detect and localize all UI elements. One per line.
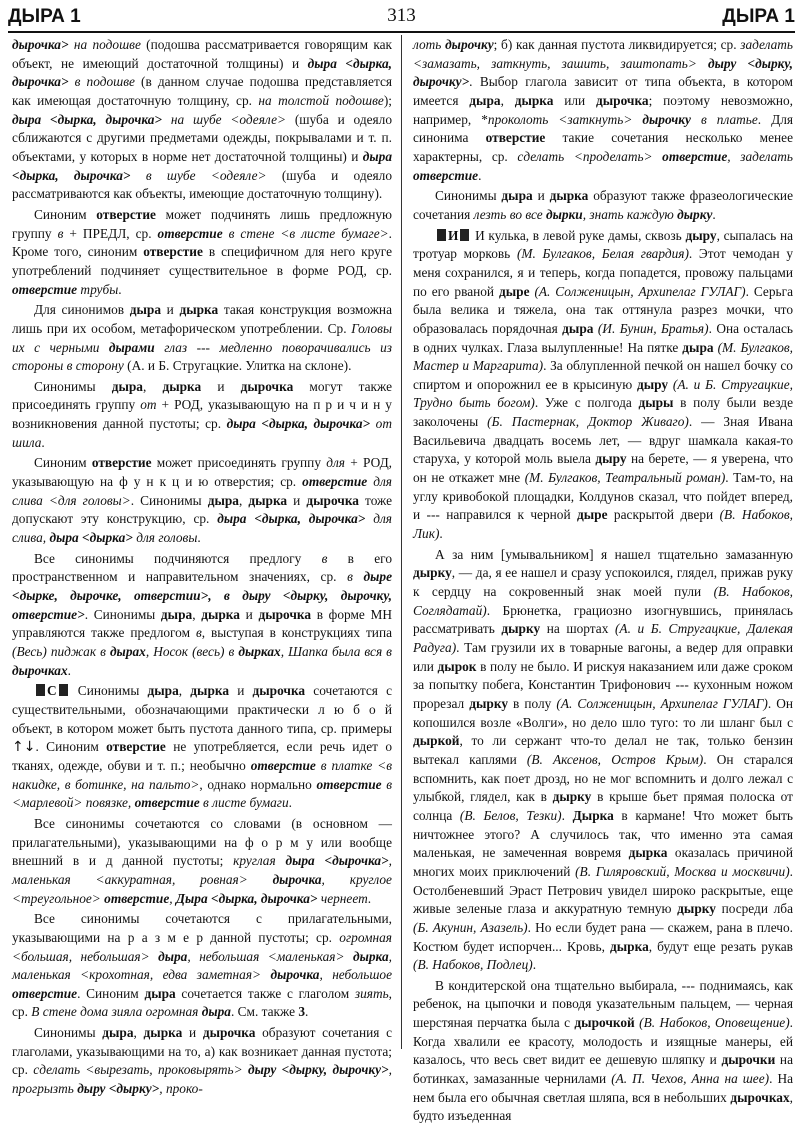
headword-text: дыра xyxy=(102,1025,134,1041)
text-segment: (В. Набоков, Подлец) xyxy=(413,957,533,973)
section-marker-icon xyxy=(460,229,469,241)
text-segment: от xyxy=(140,397,157,413)
text-segment: (И. Бунин, Братья) xyxy=(597,320,709,336)
text-segment: Синоним xyxy=(34,206,97,222)
paragraph xyxy=(12,910,392,1022)
headword-text: отверстие xyxy=(302,474,368,490)
headword-text: отверстие xyxy=(106,739,166,755)
text-segment: . Брюнетка, грациозно изогнувшись, принялась рассматривать xyxy=(413,602,793,637)
headword-text: дырка xyxy=(190,683,230,699)
text-segment: (шуба и одеяло сближаются с другими предметами одежды, покрывалами и т. п. объектами, у которых в норме нет достаточной толщины) и xyxy=(12,111,392,164)
headword-text: дыра xyxy=(562,320,594,336)
headword-text: отверстие xyxy=(157,225,223,241)
text-segment: сочетается также с глаголом xyxy=(175,985,355,1001)
text-segment: на подошве xyxy=(68,37,141,52)
text-segment: , знать каждую xyxy=(582,206,678,222)
text-segment: сделать <вырезать, проковырять> xyxy=(33,1062,248,1078)
section-marker-label: С xyxy=(47,683,57,699)
text-segment: , xyxy=(133,1025,144,1041)
text-segment: . Синоним xyxy=(35,739,107,755)
headword-text: дыра <дырка, дырочка> xyxy=(12,55,392,90)
paragraph xyxy=(413,977,793,1126)
section-marker-label: И xyxy=(448,227,459,243)
headword-text: дырочках xyxy=(730,1089,790,1105)
text-segment: . xyxy=(197,530,201,546)
section-marker-icon xyxy=(437,229,446,241)
headword-text: дырка xyxy=(628,845,668,861)
paragraph xyxy=(12,550,392,681)
headword-text: дыра xyxy=(129,302,162,318)
text-segment: , маленькая <аккуратная, ровная> xyxy=(12,853,392,887)
headword-text: дырочка> xyxy=(12,37,69,52)
paragraph xyxy=(413,546,793,975)
headword-text: дырка xyxy=(353,948,389,964)
text-segment: в специфичном для него круге употреблений подчиняет существительное в форме РОД, ср. xyxy=(12,244,392,278)
text-segment: , — да, я ее нашел и сразу успокоился, глядел, прижав руку к сердцу на сокровенный знак моей пули xyxy=(413,565,793,600)
text-segment: (в данном случае подошва представляется как имеющая достаточную толщину, ср. xyxy=(12,74,393,108)
headword-text: отверстие xyxy=(12,281,78,297)
text-segment: . xyxy=(118,281,122,297)
headword-text: дырочка xyxy=(202,1025,256,1041)
text-segment: посреди лба xyxy=(715,901,793,917)
text-segment: (В. Гиляровский, Москва и москвичи) xyxy=(575,863,790,879)
headword-text: дыра xyxy=(144,985,176,1001)
text-segment: . xyxy=(305,1004,309,1020)
text-segment: В кондитерской она тщательно выбирала, --- поднимаясь, как ребенок, на цыпочки и поводя указательным пальцем, — черная шерстяная перчатка была с xyxy=(413,977,793,1031)
text-segment: в полу были везде заколочены xyxy=(413,395,794,430)
text-segment: глаз --- медленно поворачивались из стороны в сторону xyxy=(12,339,392,374)
headword-text: отверстие xyxy=(104,890,170,906)
text-segment: для слива <для головы> xyxy=(12,474,393,508)
header-entry-left: ДЫРА 1 xyxy=(8,6,81,27)
text-segment: в листе бумаги xyxy=(199,795,289,811)
headword-text: дырка xyxy=(162,378,202,394)
headword-text: дырка xyxy=(143,1025,183,1041)
headword-text: дырочка xyxy=(306,492,359,508)
headword-text: отверстие xyxy=(91,455,152,471)
header-entry-right: ДЫРА 1 xyxy=(722,6,795,27)
header-rule xyxy=(8,31,795,33)
text-segment: круглая xyxy=(233,853,286,869)
text-segment: . Синонимы xyxy=(84,606,161,622)
text-segment: , xyxy=(192,606,202,622)
text-segment: , xyxy=(238,492,249,508)
text-segment: . На нем была его обычная светлая шляпа, вся в небольших xyxy=(413,1071,793,1105)
headword-text: дыра xyxy=(207,492,239,508)
headword-text: отверстие xyxy=(413,167,479,183)
headword-text: дыра xyxy=(147,683,179,699)
text-segment: А за ним [умывальником] я нашел тщательно замазанную xyxy=(435,546,793,562)
text-segment: . xyxy=(561,807,573,823)
headword-text: дырка xyxy=(610,938,649,954)
text-segment: . Серьга была велика и тяжела, она так оттянула разрез мочки, что образовалась порядочная xyxy=(413,283,793,336)
headword-text: дыру <дырку, дырочку> xyxy=(247,1062,389,1078)
headword-text: дыру xyxy=(685,227,717,243)
text-segment: , то ли сержант что-то делал не так, только бензин вытекал каплями xyxy=(413,733,793,767)
text-segment: могут также присоединять группу xyxy=(12,378,392,413)
text-segment: Головы их с черными xyxy=(12,320,392,355)
text-segment: . — Зная Ивана Васильевича двадцать восемь лет, — вдруг шамкала какая-то старуха, у которой моль выела xyxy=(413,414,793,467)
text-segment: в полу xyxy=(508,695,557,711)
headword-text: отверстие xyxy=(316,776,382,792)
text-segment: , выступая в конструкциях типа xyxy=(201,625,393,641)
text-segment: в <марлевой> повязке, xyxy=(12,776,392,811)
text-segment: , будто изъеденная xyxy=(413,1089,793,1124)
paragraph xyxy=(413,36,793,185)
text-segment: + РОД, указывающую на ф у н к ц и ю отверстия; ср. xyxy=(12,455,393,490)
headword-text: отверстие xyxy=(143,244,203,260)
text-segment: в стене <в листе бумаге> xyxy=(222,225,389,241)
text-segment: (А. Солженицын, Архипелаг ГУЛАГ) xyxy=(534,283,746,299)
text-segment: трубы xyxy=(77,281,119,297)
text-segment: ; б) как данная пустота ликвидируется; ср. xyxy=(493,37,741,52)
paragraph xyxy=(12,206,392,299)
headword-text: дырка xyxy=(201,606,240,622)
headword-text: дырочки xyxy=(721,1052,776,1068)
headword-text: отверстие xyxy=(134,795,200,811)
text-segment: , заделать xyxy=(727,148,793,164)
text-segment: на берете, — я уверена, что он не откажет мне xyxy=(413,451,793,486)
headword-text: дырах xyxy=(109,644,146,659)
text-segment: в xyxy=(347,569,364,585)
headword-text: дыре xyxy=(577,507,608,523)
headword-text: дырка xyxy=(514,92,554,108)
text-segment: оказалась причиной многих моих приключений xyxy=(413,845,793,879)
text-segment: и xyxy=(287,492,307,508)
text-segment: (В. Аксенов, Остров Крым) xyxy=(526,751,704,767)
text-segment: и xyxy=(161,302,180,318)
text-segment: (А. и Б. Стругацкие. Улитка на склоне). xyxy=(123,358,352,374)
text-segment: . xyxy=(712,206,716,222)
text-segment: лоть xyxy=(413,37,446,52)
text-segment: . Но если будет рана — скажем, рана в плечо. Костюм будет испорчен... Кровь, xyxy=(413,919,794,954)
headword-text: дыру xyxy=(636,376,669,392)
text-segment: проколоть <заткнуть> xyxy=(487,111,643,127)
headword-text: дыра <дырка, дырочка> xyxy=(12,111,163,127)
headword-text: отверстие xyxy=(250,757,316,773)
text-segment: для слива, xyxy=(12,511,393,546)
headword-text: дырочка xyxy=(258,606,312,622)
paragraph xyxy=(413,187,793,224)
text-segment: , прогрызть xyxy=(12,1062,392,1097)
headword-text: дыры xyxy=(638,395,674,411)
text-segment: сочетаются с существительными, обозначающими практически л ю б о й объект, в котором может быть пустота данного типа, ср. примеры xyxy=(12,683,392,736)
text-segment: (Б. Пастернак, Доктор Живаго) xyxy=(487,414,689,430)
headword-text: дырки xyxy=(545,206,583,222)
headword-text: Дырка xyxy=(572,807,614,823)
text-segment: в кармане! Что может быть ничтожнее этого? А случилось так, что именно эта самая маленькая, не замеченная вовремя xyxy=(413,807,793,861)
text-segment: И кулька, в левой руке дамы, сквозь xyxy=(471,227,686,243)
headword-text: дыра xyxy=(501,188,533,204)
text-segment: (подошва рассматривается говорящим как объект, не имеющий достаточной толщины) и xyxy=(12,37,392,71)
headword-text: дырка xyxy=(248,492,288,508)
text-segment: , xyxy=(178,683,191,699)
headword-text: дыре <дырке, дырочке, отверстии>, в дыру <дырку, дырочку, отверстие> xyxy=(12,569,392,622)
headword-text: дыра xyxy=(111,378,143,394)
headword-text: дыра <дырка, дырочка> xyxy=(12,148,392,183)
text-segment: (М. Булгаков, Мастер и Маргарита) xyxy=(413,339,794,374)
text-segment: Все синонимы сочетаются с прилагательными, указывающими на р а з м е р данной пустоты; ср. xyxy=(12,911,392,945)
text-segment: образуют сочетания с глаголами, указывающими на то, а) как возникает данная пустота; ср. xyxy=(12,1025,392,1078)
text-segment: . Там-то, на углу кривобокой площадки, Колдунов сказал, что пойдет вперед, и --- направился к черной xyxy=(413,470,793,523)
page-header xyxy=(0,0,803,30)
text-segment: Все синонимы подчиняются предлогу xyxy=(34,550,322,566)
text-segment: на ботинках, замазанные чернилами xyxy=(413,1052,793,1087)
text-segment: огромная <большая, небольшая> xyxy=(12,929,392,964)
text-segment: и xyxy=(182,1025,203,1041)
text-segment: чернеет xyxy=(317,890,368,906)
text-segment: , однако нормально xyxy=(199,776,317,792)
page-number: 313 xyxy=(387,5,416,26)
paragraph xyxy=(12,36,392,204)
headword-text: дыркой xyxy=(413,733,460,749)
headword-text: дырку xyxy=(552,789,592,805)
paragraph xyxy=(12,378,392,453)
text-segment: . См. также xyxy=(230,1004,299,1020)
text-segment: (В. Набоков, Соглядатай) xyxy=(413,584,793,618)
paragraph xyxy=(12,301,392,376)
text-segment: зиять xyxy=(354,985,389,1001)
text-segment: тоже допускают эту конструкцию, ср. xyxy=(12,492,392,527)
text-segment: , xyxy=(500,92,515,108)
text-segment: . Этот чемодан у меня сохранился, я и теперь, когда попадется, провожу пальцами по его рваной xyxy=(413,246,793,299)
headword-text: дыра xyxy=(469,92,501,108)
text-segment: на толстой подошве xyxy=(258,92,384,108)
headword-text: отверстие xyxy=(485,130,546,146)
text-segment: , будут еще резать рукав xyxy=(648,938,793,954)
text-segment: на шортах xyxy=(540,621,615,637)
text-segment: . За облупленной печкой он нашел бочку со спиртом и опорожнил ее в крысиную xyxy=(413,358,793,392)
text-segment: лезть во все xyxy=(473,206,546,222)
right-column xyxy=(413,36,794,1124)
headword-text: дырок xyxy=(437,658,477,674)
text-segment: в его пространственном и направительном значениях, ср. xyxy=(12,550,392,585)
section-marker-icon xyxy=(59,684,68,696)
text-segment: . Он старался вспомнить, как поет дрозд, но не мог вспомнить и долго лежал с улыбкой, глядел, как в xyxy=(413,751,793,805)
text-segment: и xyxy=(229,683,253,699)
text-segment: (В. Набоков, Оповещение) xyxy=(639,1015,790,1031)
paragraph xyxy=(12,815,392,908)
text-segment: . xyxy=(67,662,71,678)
headword-text: дырочка xyxy=(272,871,322,887)
text-segment: (Весь) пиджак в xyxy=(12,644,110,659)
headword-text: дырами xyxy=(108,339,155,355)
text-segment: . xyxy=(41,434,45,450)
text-segment: (М. Булгаков, Белая гвардия) xyxy=(516,246,689,262)
headword-text: дырочку xyxy=(445,37,494,52)
paragraph xyxy=(12,454,392,547)
text-segment: . Синоним xyxy=(77,985,145,1001)
left-column xyxy=(12,36,393,1097)
text-segment: не употребляется, если речь идет о тканях, одежде, обуви и т. п.; необычно xyxy=(12,739,393,773)
text-segment: Синонимы xyxy=(34,378,112,394)
text-segment: , Носок (весь) в xyxy=(145,644,239,659)
text-segment: (А. П. Чехов, Анна на шее) xyxy=(611,1071,770,1087)
text-segment: . xyxy=(532,957,537,973)
headword-text: дыра xyxy=(158,948,188,964)
text-segment: . xyxy=(439,526,443,542)
text-segment: образуют также фразеологические сочетания xyxy=(413,188,793,222)
text-segment: . Когда хвалили ее красоту, молодость и изящные манеры, ей казалось, что весь свет видит ее дешевую шляпку и xyxy=(413,1015,793,1068)
headword-text: дырка xyxy=(549,188,589,204)
text-segment: Синонимы xyxy=(435,188,502,204)
text-segment: (А. и Б. Стругацкие, Далекая Радуга) xyxy=(413,621,793,655)
text-segment: в платке <в накидке, в ботинке, на пальто> xyxy=(12,757,393,792)
text-segment: , круглое <треугольное> xyxy=(12,871,392,906)
text-segment: и xyxy=(239,606,259,622)
headword-text: дырку xyxy=(501,621,541,637)
headword-text: дырочках xyxy=(12,662,68,678)
headword-text: дырочка xyxy=(240,378,294,394)
headword-text: дырочка xyxy=(270,967,320,983)
text-segment: , xyxy=(142,378,163,394)
text-segment: заделать <замазать, заткнуть, зашить, заштопать> xyxy=(413,37,793,71)
headword-text: дыра <дырка, дырочка> xyxy=(217,511,366,527)
headword-text: дырку xyxy=(677,901,716,917)
text-segment: такая конструкция возможна лишь при их особом, метафорическом употреблении. Ср. xyxy=(12,302,392,336)
text-segment: , небольшое xyxy=(319,967,392,983)
headword-text: дырку xyxy=(677,206,713,222)
headword-text: дырочка xyxy=(252,683,306,699)
headword-text: дыру <дырку> xyxy=(77,1081,160,1097)
text-segment: в форме МН управляются также предлогом xyxy=(12,606,393,641)
text-segment: . Там грузили их в товарные вагоны, а ведер для оправки или xyxy=(413,640,793,674)
headword-text: дырку xyxy=(469,695,509,711)
text-segment: такие сочетания несколько менее характерны, ср. xyxy=(413,130,793,164)
headword-text: дырочкой xyxy=(574,1015,635,1031)
headword-text: дырках xyxy=(238,644,281,659)
headword-text: дыра xyxy=(160,606,193,622)
text-segment: и xyxy=(201,378,241,394)
text-segment: , небольшая <маленькая> xyxy=(187,948,353,964)
text-segment: сделать <проделать> xyxy=(517,148,663,164)
text-segment: . Кроме того, синоним xyxy=(12,225,392,260)
text-segment: (В. Белов, Тезки) xyxy=(459,807,562,823)
text-segment: на шубе <одеяле> xyxy=(162,111,287,127)
text-segment: может присоединять группу xyxy=(151,455,327,471)
text-segment: , проко- xyxy=(159,1081,203,1097)
headword-text: отверстие xyxy=(662,148,728,164)
section-marker-icon xyxy=(36,684,45,696)
text-segment: Синоним xyxy=(34,455,92,471)
text-segment: Синонимы xyxy=(34,1025,103,1041)
text-segment: в шубе <одеяле> xyxy=(130,167,267,183)
text-segment: Все синонимы сочетаются со словами (в основном — прилагательными), указывающими на ф о р м у или вообще внешний в и д данной пустоты; xyxy=(12,815,392,869)
text-segment: или xyxy=(553,92,596,108)
paragraph xyxy=(12,682,392,813)
headword-text: дырочка xyxy=(596,92,649,108)
text-segment: , маленькая <крохотная, едва заметная> xyxy=(12,948,392,983)
paragraph xyxy=(12,1024,392,1099)
text-segment: (шуба и одеяло рассматриваются как объекты, имеющие достаточную толщину). xyxy=(12,167,392,202)
text-segment: в платье xyxy=(690,111,758,127)
text-segment: в xyxy=(57,225,64,241)
text-segment: . Уже с полгода xyxy=(534,395,639,411)
text-segment: . Она осталась в одних чулках. Глаза вылупленные! На пятке xyxy=(413,320,793,355)
text-segment: . xyxy=(478,167,482,183)
headword-text: отверстие xyxy=(12,985,78,1001)
text-segment: для головы xyxy=(132,530,198,546)
text-segment: В стене дома зияла огромная xyxy=(31,1004,202,1020)
text-segment: и xyxy=(532,188,550,204)
text-segment: (Б. Акунин, Азазель) xyxy=(413,919,528,935)
headword-text: дыру <дырку, дырочку> xyxy=(413,55,793,90)
paragraph xyxy=(413,227,793,544)
text-segment: ; поэтому невозможно, например, * xyxy=(413,92,793,127)
text-segment: (А. Солженицын, Архипелаг ГУЛАГ) xyxy=(556,695,768,711)
text-segment: . Для синонима xyxy=(413,111,794,146)
headword-text: 3 xyxy=(298,1004,305,1020)
headword-text: отверстие xyxy=(96,206,156,222)
up-down-arrows-icon: ↑↓ xyxy=(12,739,36,756)
text-segment: . Остолбеневший Эраст Петрович увидел широко раскрытые, еще живые зеленые глаза и аккуратную темную xyxy=(413,863,794,917)
text-segment: . xyxy=(288,795,293,811)
text-segment: ); xyxy=(383,92,392,108)
text-segment: . Синонимы xyxy=(130,492,208,508)
headword-text: дыра xyxy=(682,339,714,355)
headword-text: дырка xyxy=(179,302,219,318)
text-segment: . xyxy=(367,890,372,906)
text-segment: Для синонимов xyxy=(34,302,130,318)
text-segment: (А. и Б. Стругацкие, Трудно быть богом) xyxy=(413,376,793,411)
text-segment: в крыше бьет прямая полоска от солнца xyxy=(413,789,793,823)
text-segment: в подошве xyxy=(68,74,135,90)
text-segment: , xyxy=(169,890,176,906)
text-segment: , сыпалась на тротуар морковь xyxy=(413,227,794,262)
text-segment: от шила xyxy=(12,416,392,450)
text-segment: в полу не было. И рискуя наказанием или даже сроком за попытку побега, Константин Трифонович --- кухонным ножом прорезал xyxy=(413,658,794,711)
headword-text: дыра <дырочка> xyxy=(285,853,389,869)
text-segment: для xyxy=(326,455,346,471)
text-segment: . Выбор глагола зависит от типа объекта, в котором имеется xyxy=(413,74,793,108)
headword-text: дырочку xyxy=(642,111,691,127)
headword-text: дыру xyxy=(595,451,627,467)
headword-text: Дыра <дырка, дырочка> xyxy=(175,890,318,906)
text-segment: раскрытой двери xyxy=(607,507,720,523)
text-segment: , Шапка была вся в xyxy=(280,644,392,659)
headword-text: дырку xyxy=(413,565,452,581)
text-segment: может подчинять лишь предложную группу xyxy=(12,206,393,241)
text-segment: , ср. xyxy=(12,985,392,1020)
headword-text: дыра <дырка> xyxy=(49,530,133,546)
text-segment: + ПРЕДЛ, ср. xyxy=(63,225,158,241)
text-segment: (В. Набоков, Лик) xyxy=(413,507,793,542)
text-segment: + РОД, указывающую на п р и ч и н у возникновения данной пустоты; ср. xyxy=(12,397,392,432)
headword-text: дыра <дырка, дырочка> xyxy=(226,416,371,432)
headword-text: дыре xyxy=(499,283,530,299)
column-divider xyxy=(401,35,402,1049)
text-segment: Синонимы xyxy=(69,683,148,699)
text-segment: в xyxy=(195,625,202,641)
text-segment: в xyxy=(321,550,328,566)
headword-text: дыра xyxy=(201,1004,231,1020)
text-segment: . Он копошился возле «Волги», но дело шло туго: то ли шланг был с xyxy=(413,695,794,730)
text-segment: (М. Булгаков, Театральный роман) xyxy=(524,470,726,486)
